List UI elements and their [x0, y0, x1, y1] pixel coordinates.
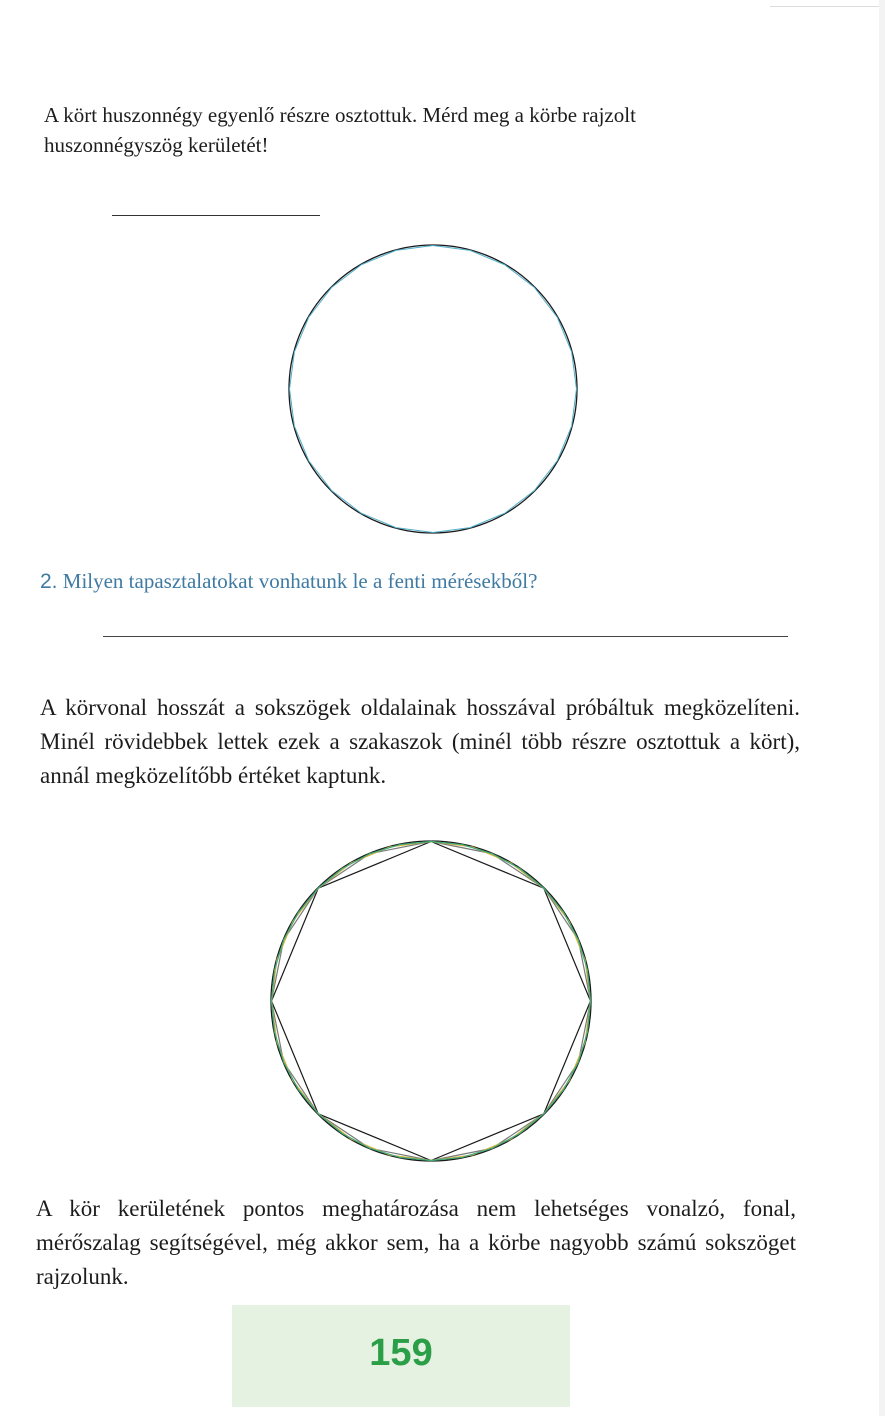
question-2 [40, 566, 820, 597]
page-number: 159 [369, 1332, 433, 1374]
question-number: 2. [40, 570, 58, 593]
polygon-8-gon [272, 842, 591, 1161]
polygon-32-gon [272, 842, 591, 1161]
polygon-16-gon [272, 842, 591, 1161]
page-number-box [232, 1305, 570, 1407]
figure-24-gon [280, 236, 586, 542]
circle-outline [271, 841, 591, 1161]
paragraph-1: A körvonal hosszát a sokszögek oldalainak hosszával próbáltuk megközelíteni. Minél rövidebbek lettek ezek a szakaszok (minél több részre osztottuk a kört), annál megközelítőbb értéket kaptunk. [40, 695, 800, 788]
polygon-24-gon [290, 246, 577, 533]
polygon-24-gon [272, 842, 591, 1161]
figure-polygons-overlay [262, 832, 600, 1170]
circle-outline [289, 245, 577, 533]
question-text: Milyen tapasztalatokat vonhatunk le a fenti mérésekből? [62, 569, 538, 593]
answer-line-1 [112, 215, 320, 216]
top-rule [770, 6, 880, 7]
task-text: A kört huszonnégy egyenlő részre osztottuk. Mérd meg a körbe rajzolt huszonnégyszög kerületét! [44, 103, 636, 157]
paragraph-2: A kör kerületének pontos meghatározása nem lehetséges vonalzó, fonal, mérőszalag segítségével, még akkor sem, ha a körbe nagyobb számú sokszöget rajzolunk. [36, 1196, 796, 1289]
answer-line-2 [103, 636, 788, 637]
